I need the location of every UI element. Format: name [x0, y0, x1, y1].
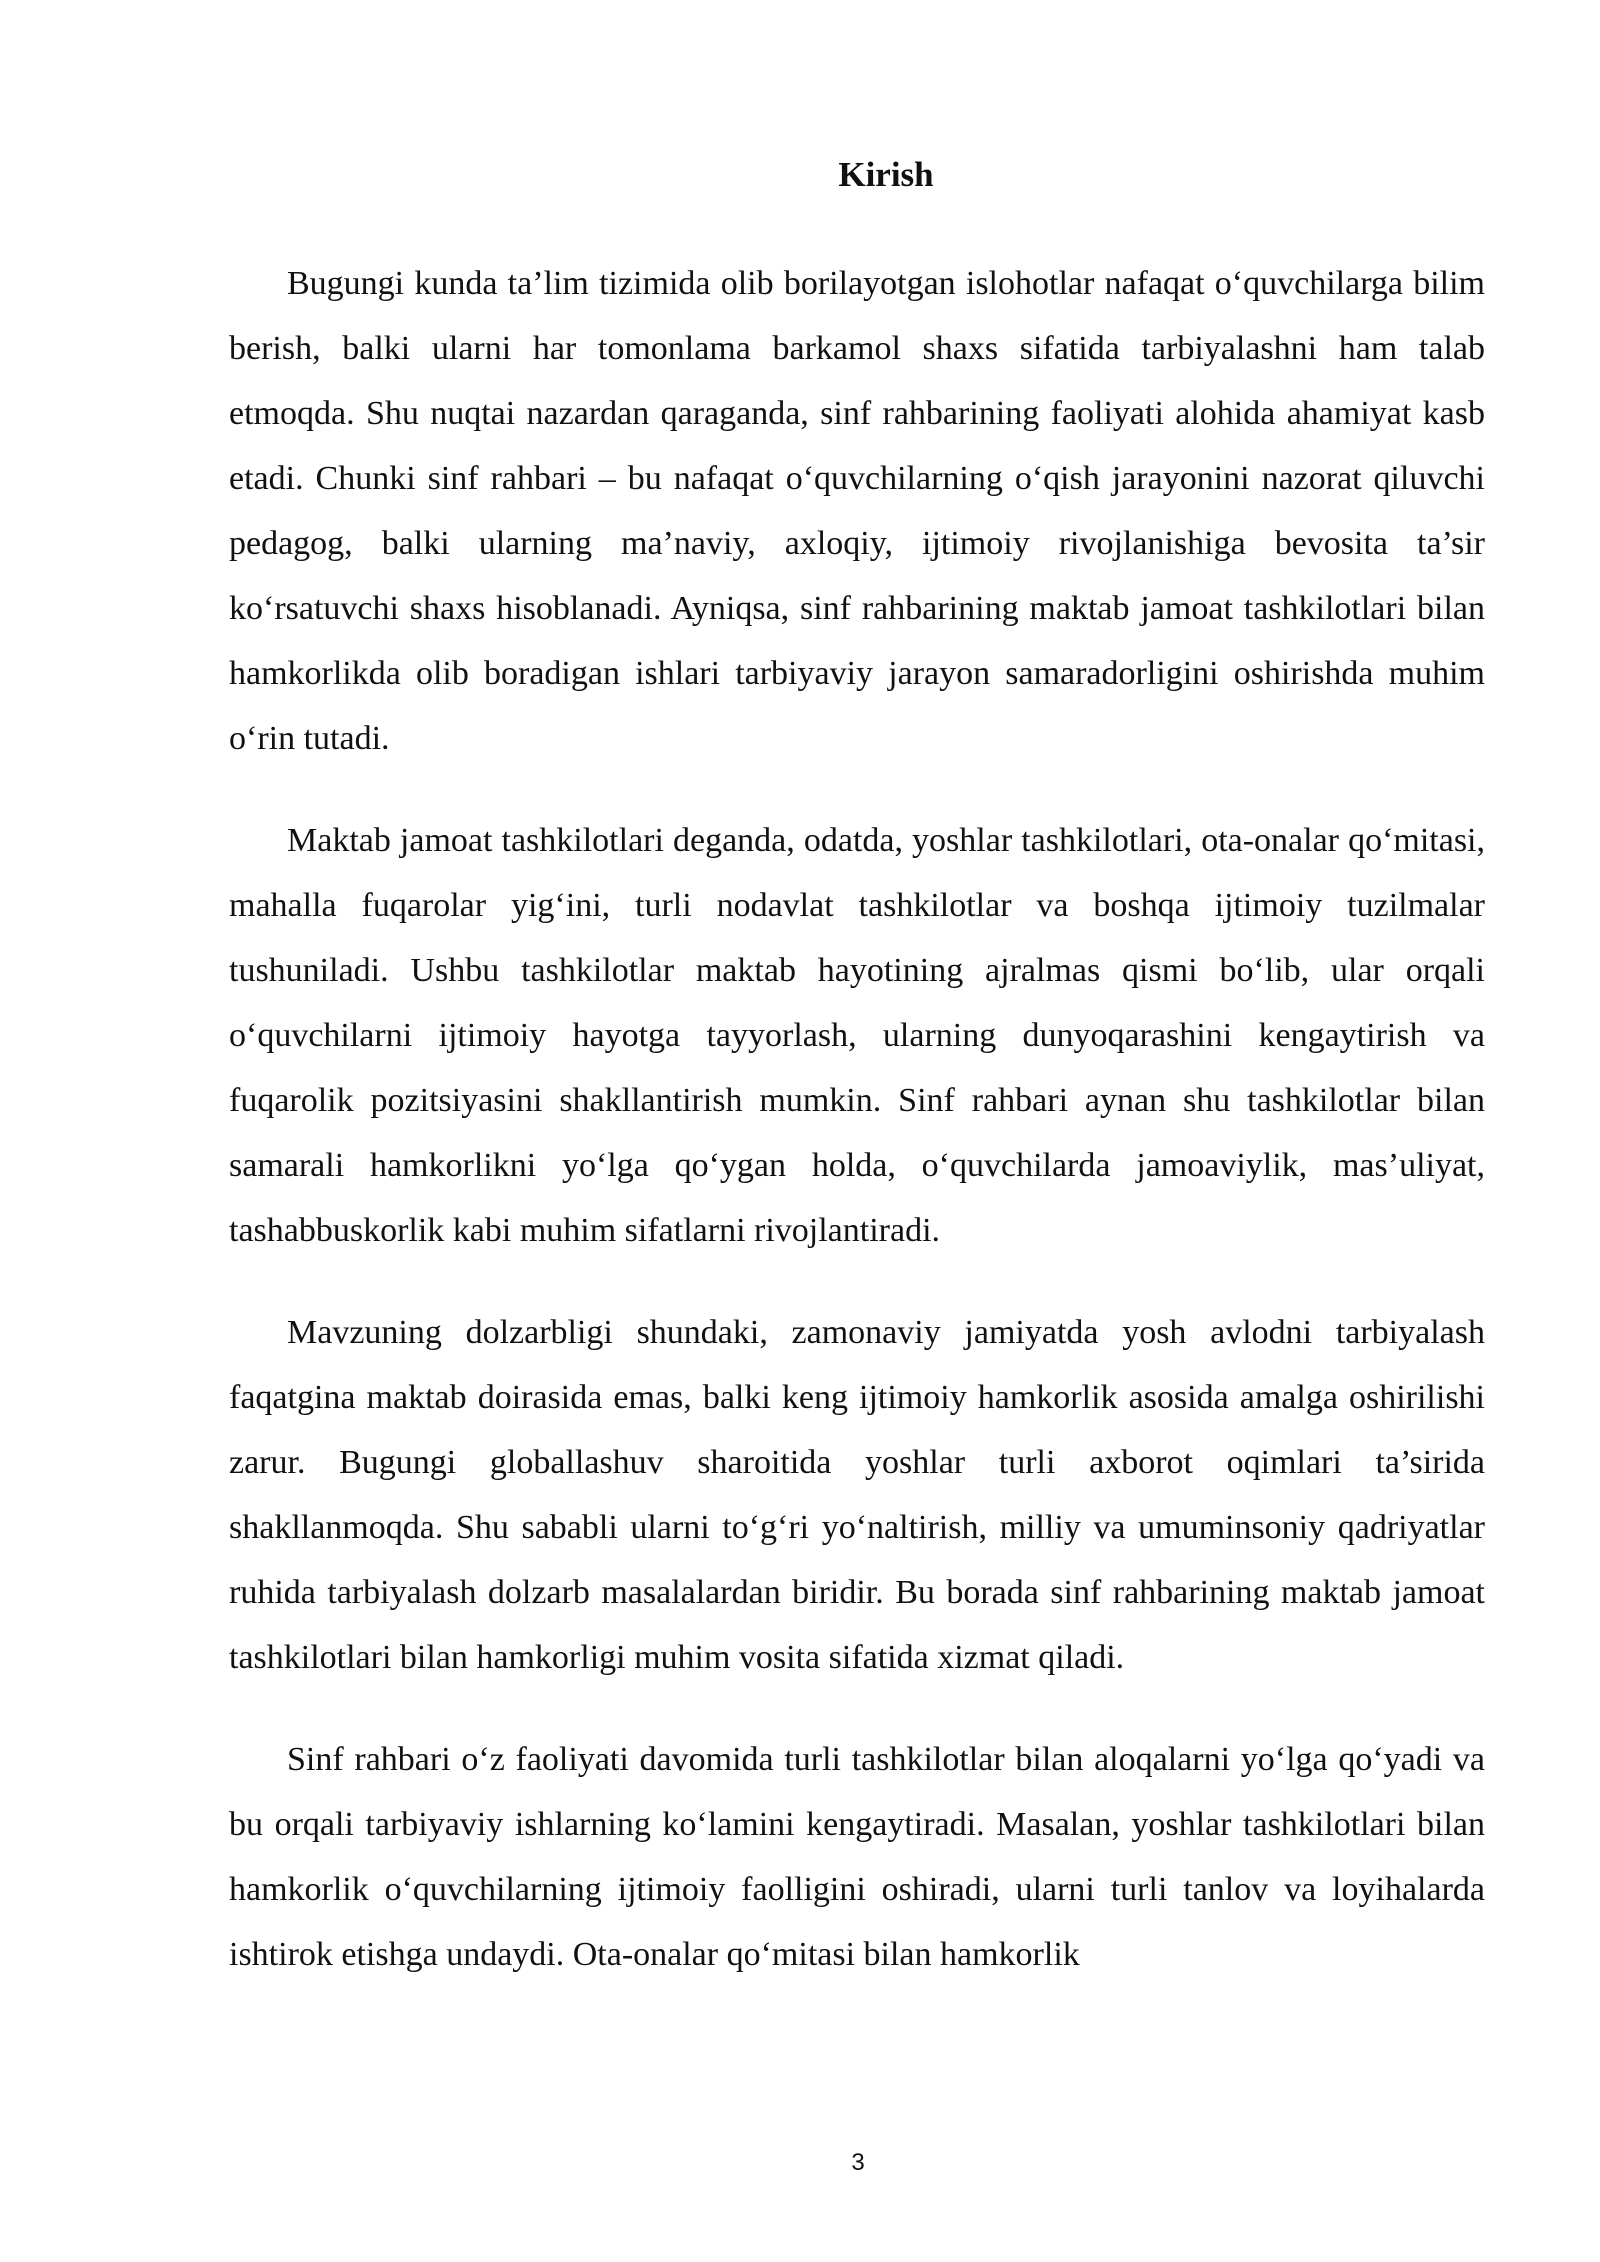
page-title: Kirish	[838, 155, 934, 194]
paragraph-4: Sinf rahbari o‘z faoliyati davomida turli tashkilotlar bilan aloqalarni yo‘lga qo‘yadi va bu orqali tarbiyaviy ishlarning ko‘lamini kengaytiradi. Masalan, yoshlar tashkilotlari bilan hamkorlik o‘quvchilarning ijtimoiy faolligini oshiradi, ularni turli tanlov va loyihalarda ishtirok etishga undaydi. Ota-onalar qo‘mitasi bilan hamkorlik	[229, 1741, 1485, 1973]
paragraph-3: Mavzuning dolzarbligi shundaki, zamonaviy jamiyatda yosh avlodni tarbiyalash faqatgina maktab doirasida emas, balki keng ijtimoiy hamkorlik asosida amalga oshirilishi zarur. Bugungi globallashuv sharoitida yoshlar turli axborot oqimlari ta’sirida shakllanmoqda. Shu sababli ularni to‘g‘ri yo‘naltirish, milliy va umuminsoniy qadriyatlar ruhida tarbiyalash dolzarb masalalardan biridir. Bu borada sinf rahbarining maktab jamoat tashkilotlari bilan hamkorligi muhim vosita sifatida xizmat qiladi.	[229, 1314, 1485, 1676]
body-text	[229, 251, 1485, 2024]
page-number: 3	[851, 2149, 865, 2176]
paragraph-2: Maktab jamoat tashkilotlari deganda, odatda, yoshlar tashkilotlari, ota-onalar qo‘mitasi, mahalla fuqarolar yig‘ini, turli nodavlat tashkilotlar va boshqa ijtimoiy tuzilmalar tushuniladi. Ushbu tashkilotlar maktab hayotining ajralmas qismi bo‘lib, ular orqali o‘quvchilarni ijtimoiy hayotga tayyorlash, ularning dunyoqarashini kengaytirish va fuqarolik pozitsiyasini shakllantirish mumkin. Sinf rahbari aynan shu tashkilotlar bilan samarali hamkorlikni yo‘lga qo‘ygan holda, o‘quvchilarda jamoaviylik, mas’uliyat, tashabbuskorlik kabi muhim sifatlarni rivojlantiradi.	[229, 822, 1485, 1249]
paragraph-1: Bugungi kunda ta’lim tizimida olib borilayotgan islohotlar nafaqat o‘quvchilarga bilim berish, balki ularni har tomonlama barkamol shaxs sifatida tarbiyalashni ham talab etmoqda. Shu nuqtai nazardan qaraganda, sinf rahbarining faoliyati alohida ahamiyat kasb etadi. Chunki sinf rahbari – bu nafaqat o‘quvchilarning o‘qish jarayonini nazorat qiluvchi pedagog, balki ularning ma’naviy, axloqiy, ijtimoiy rivojlanishiga bevosita ta’sir ko‘rsatuvchi shaxs hisoblanadi. Ayniqsa, sinf rahbarining maktab jamoat tashkilotlari bilan hamkorlikda olib boradigan ishlari tarbiyaviy jarayon samaradorligini oshirishda muhim o‘rin tutadi.	[229, 265, 1485, 757]
